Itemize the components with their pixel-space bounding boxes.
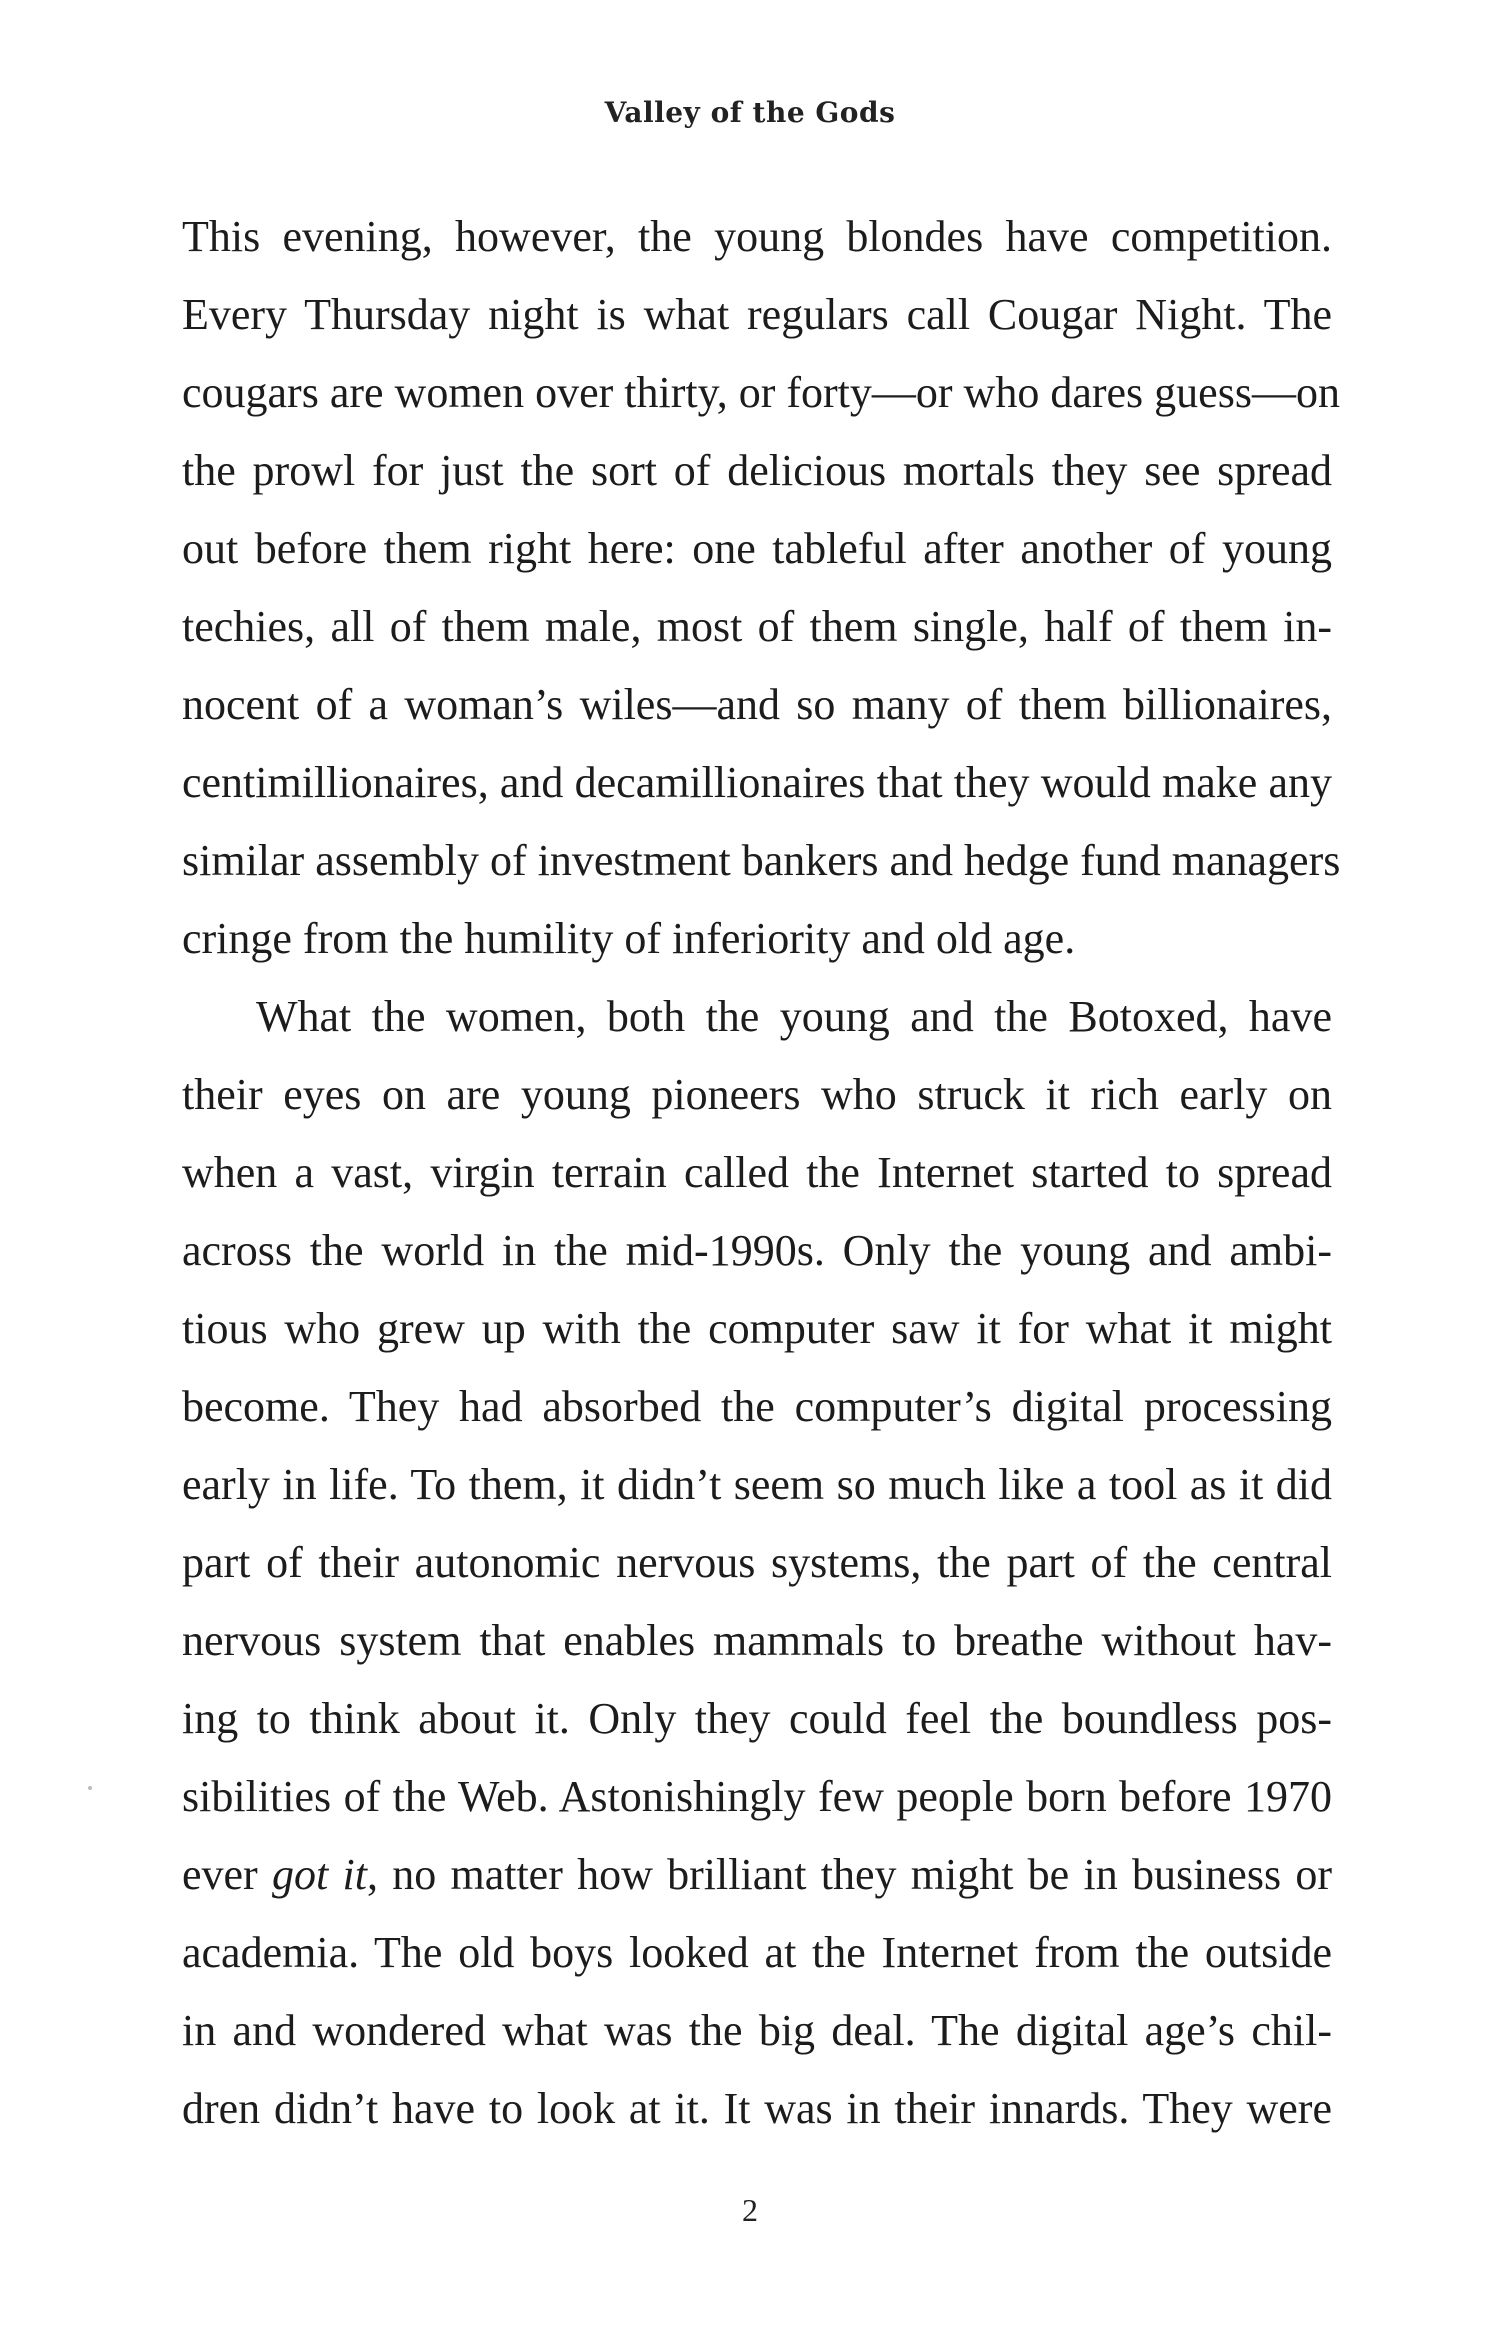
text-line: when a vast, virgin terrain called the Internet started to spread: [182, 1148, 1332, 1197]
text-fragment: , no matter how brilliant they might be in business or: [366, 1850, 1333, 1899]
text-line: sibilities of the Web. Astonishingly few people born before 1970: [182, 1772, 1332, 1821]
text-line: cougars are women over thirty, or forty—or who dares guess—on: [182, 368, 1340, 417]
text-line: This evening, however, the young blondes have competition.: [182, 212, 1332, 261]
text-line: tious who grew up with the computer saw it for what it might: [182, 1304, 1332, 1353]
text-line: academia. The old boys looked at the Internet from the outside: [182, 1928, 1332, 1977]
text-line: nervous system that enables mammals to breathe without hav-: [182, 1616, 1332, 1665]
text-line: ing to think about it. Only they could feel the boundless pos-: [182, 1694, 1332, 1743]
text-line-with-italic: [182, 1836, 1332, 1914]
text-line: dren didn’t have to look at it. It was in their innards. They were: [182, 2084, 1332, 2133]
text-line: in and wondered what was the big deal. The digital age’s chil-: [182, 2006, 1332, 2055]
text-line: early in life. To them, it didn’t seem so much like a tool as it did: [182, 1460, 1332, 1509]
text-line: their eyes on are young pioneers who struck it rich early on: [182, 1070, 1332, 1119]
italic-phrase: got it: [271, 1850, 367, 1899]
text-line: become. They had absorbed the computer’s digital processing: [182, 1382, 1332, 1431]
scan-speck: [88, 1786, 92, 1790]
text-line: What the women, both the young and the Botoxed, have: [256, 992, 1332, 1041]
text-line: out before them right here: one tableful after another of young: [182, 524, 1332, 573]
text-line: nocent of a woman’s wiles—and so many of them billionaires,: [182, 680, 1332, 729]
running-head: Valley of the Gods: [604, 96, 896, 129]
text-line: part of their autonomic nervous systems, the part of the central: [182, 1538, 1332, 1587]
text-line: similar assembly of investment bankers and hedge fund managers: [182, 836, 1341, 885]
text-line: cringe from the humility of inferiority and old age.: [182, 914, 1076, 963]
text-line: techies, all of them male, most of them single, half of them in-: [182, 602, 1332, 651]
text-line: the prowl for just the sort of delicious mortals they see spread: [182, 446, 1332, 495]
text-line: centimillionaires, and decamillionaires that they would make any: [182, 758, 1332, 807]
body-text: [182, 198, 1341, 2148]
page-number: 2: [742, 2192, 758, 2228]
text-line: across the world in the mid-1990s. Only the young and ambi-: [182, 1226, 1332, 1275]
text-fragment: ever: [182, 1850, 272, 1899]
text-line: Every Thursday night is what regulars call Cougar Night. The: [182, 290, 1332, 339]
